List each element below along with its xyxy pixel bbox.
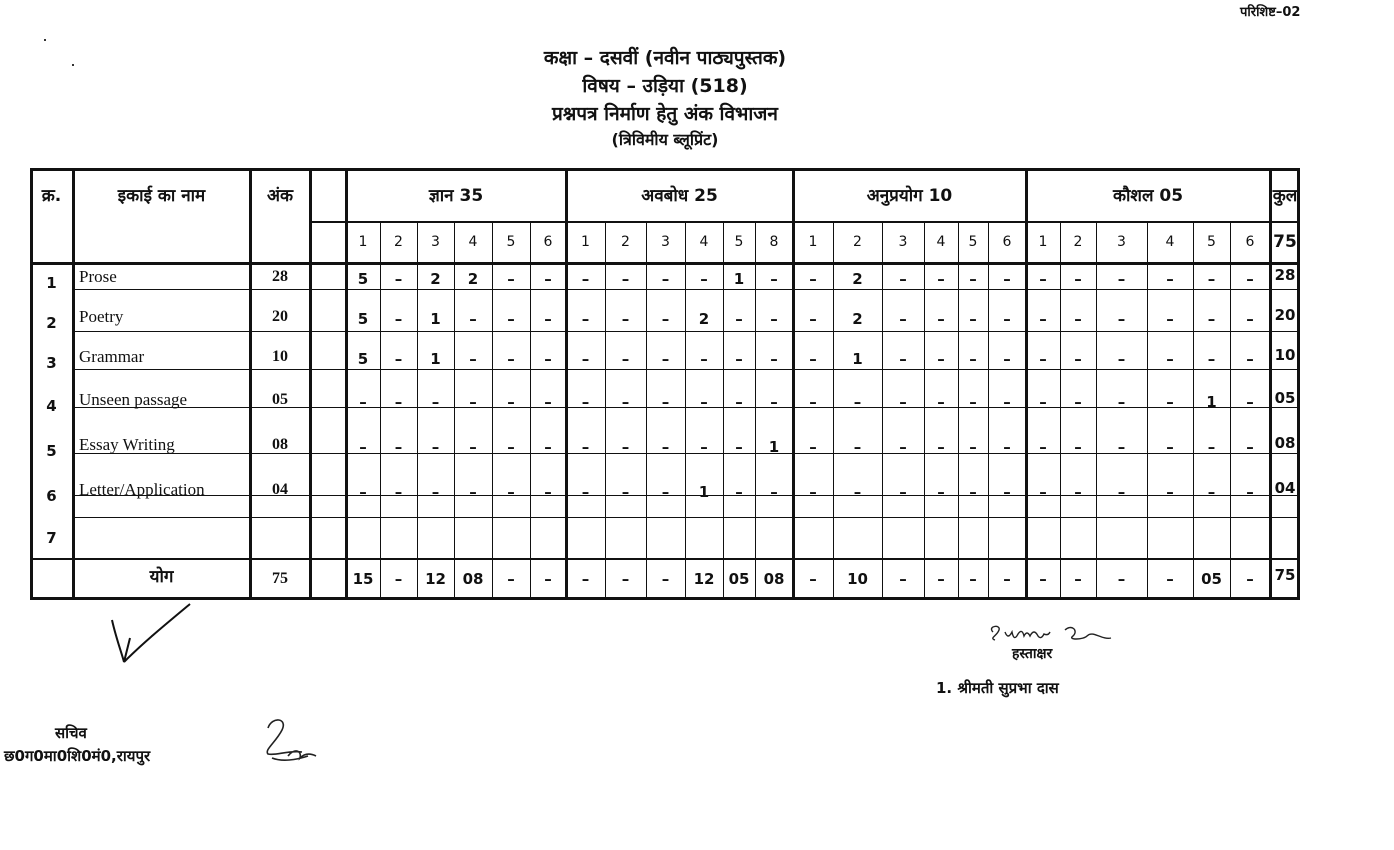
row-cell xyxy=(646,514,685,554)
row-cell: – xyxy=(1246,482,1254,501)
row-cell: – xyxy=(1207,437,1216,456)
header-subcolumn: 4 xyxy=(699,234,709,250)
row-cell xyxy=(1026,514,1060,554)
row-unit-name xyxy=(79,512,248,552)
sum-cell: 08 xyxy=(763,570,785,588)
row-cell: – xyxy=(1039,270,1047,288)
row-cell: – xyxy=(1117,270,1126,288)
row-cell: – xyxy=(969,437,977,456)
heading-purpose-line: प्रश्नपत्र निर्माण हेतु अंक विभाजन xyxy=(552,103,778,125)
row-cell: – xyxy=(700,350,708,368)
row-cell: – xyxy=(469,482,477,501)
row-cell: – xyxy=(581,482,590,501)
row-cell: – xyxy=(394,270,403,288)
row-cell: – xyxy=(853,482,862,501)
row-unit-name: Essay Writing xyxy=(79,434,175,454)
row-cell: – xyxy=(581,437,590,456)
sum-cell: 15 xyxy=(352,570,374,588)
row-cell: – xyxy=(899,310,907,328)
row-cell: – xyxy=(899,437,907,456)
row-cell: – xyxy=(1166,437,1174,456)
row-cell: – xyxy=(544,482,552,501)
row-cell: – xyxy=(544,310,552,328)
sum-cell: – xyxy=(809,570,817,588)
sum-total: 75 xyxy=(1274,566,1296,584)
appendix-label: परिशिष्ट–02 xyxy=(1240,5,1301,20)
row-total: 20 xyxy=(1274,306,1296,324)
row-cell: – xyxy=(1166,270,1174,288)
row-cell xyxy=(988,514,1026,554)
header-subcolumn: 3 xyxy=(661,234,670,250)
row-cell: – xyxy=(1246,350,1254,368)
row-cell: 5 xyxy=(357,270,369,288)
sum-cell: – xyxy=(1117,570,1126,588)
sum-cell: 08 xyxy=(462,570,484,588)
row-cell xyxy=(566,514,605,554)
row-cell: – xyxy=(431,437,440,456)
sum-cell: – xyxy=(937,570,945,588)
row-unit-name: Letter/Application xyxy=(79,479,205,499)
sum-cell: – xyxy=(661,570,670,588)
row-cell: – xyxy=(770,392,778,411)
sum-cell: – xyxy=(581,570,590,588)
row-cell: – xyxy=(621,482,630,501)
row-cell: – xyxy=(507,310,515,328)
row-cell: – xyxy=(853,392,862,411)
row-cell: – xyxy=(969,482,977,501)
header-group-2: अवबोध 25 xyxy=(641,185,718,206)
sum-cell: – xyxy=(394,570,403,588)
row-cell: – xyxy=(735,310,743,328)
sum-cell: 05 xyxy=(1201,570,1222,588)
board-name: छ0ग0मा0शि0मं0,रायपुर xyxy=(4,747,151,765)
row-cell xyxy=(492,514,530,554)
row-cell: – xyxy=(621,437,630,456)
header-marks: अंक xyxy=(266,185,294,206)
row-cell: – xyxy=(359,482,367,501)
row-serial: 3 xyxy=(46,354,57,372)
row-cell: – xyxy=(1039,482,1047,501)
row-cell: 1 xyxy=(768,437,780,456)
sum-cell: – xyxy=(1074,570,1082,588)
document-heading xyxy=(400,44,930,152)
sum-cell: 10 xyxy=(847,570,868,588)
row-cell: 1 xyxy=(733,270,745,288)
row-total xyxy=(1270,510,1300,550)
row-cell: – xyxy=(1207,350,1216,368)
row-cell: – xyxy=(661,392,670,411)
header-subcolumn: 1 xyxy=(581,234,590,250)
row-cell: – xyxy=(770,350,778,368)
row-cell: – xyxy=(809,392,817,411)
row-unit-name: Grammar xyxy=(79,347,145,366)
row-cell xyxy=(755,514,793,554)
row-cell: – xyxy=(661,437,670,456)
row-marks xyxy=(250,512,310,552)
row-cell: – xyxy=(969,392,977,411)
row-cell: – xyxy=(621,270,630,288)
row-cell: – xyxy=(544,270,552,288)
row-cell: – xyxy=(899,350,907,368)
header-subcolumn: 5 xyxy=(968,234,978,250)
row-cell: – xyxy=(1117,310,1126,328)
sum-cell: – xyxy=(1166,570,1174,588)
row-cell: – xyxy=(770,310,778,328)
header-subcolumn: 1 xyxy=(358,234,368,250)
row-cell: – xyxy=(1246,270,1254,288)
row-cell xyxy=(1096,514,1147,554)
row-cell: – xyxy=(507,270,515,288)
row-total: 28 xyxy=(1274,266,1296,284)
row-cell: – xyxy=(1246,437,1254,456)
row-cell xyxy=(882,514,924,554)
header-subcolumn: 3 xyxy=(1117,234,1126,250)
row-cell: 1 xyxy=(852,350,863,368)
row-total: 05 xyxy=(1274,388,1296,407)
row-cell: – xyxy=(394,437,403,456)
row-cell: – xyxy=(581,310,590,328)
row-cell xyxy=(454,514,492,554)
row-cell xyxy=(1060,514,1096,554)
scan-speck xyxy=(72,64,74,66)
row-cell: – xyxy=(937,392,945,411)
row-cell: – xyxy=(1003,437,1011,456)
header-subcolumn: 6 xyxy=(1002,234,1012,250)
row-cell: – xyxy=(1207,310,1216,328)
header-subcolumn: 6 xyxy=(543,234,553,250)
row-cell: – xyxy=(544,437,552,456)
heading-blueprint-line: (त्रिविमीय ब्लूप्रिंट) xyxy=(611,130,719,149)
row-cell xyxy=(1147,514,1193,554)
row-cell: 2 xyxy=(852,270,863,288)
signer-name: 1. श्रीमती सुप्रभा दास xyxy=(936,679,1059,697)
row-cell: – xyxy=(661,350,670,368)
row-cell xyxy=(1193,514,1230,554)
row-cell: – xyxy=(394,482,403,501)
row-cell xyxy=(346,514,380,554)
row-cell xyxy=(924,514,958,554)
row-unit-name: Prose xyxy=(79,267,117,286)
row-cell: – xyxy=(1003,350,1011,368)
signature-label: हस्ताक्षर xyxy=(1012,646,1053,662)
row-cell: – xyxy=(581,270,590,288)
row-cell: – xyxy=(735,482,743,501)
sum-cell: – xyxy=(899,570,907,588)
header-subcolumn: 4 xyxy=(936,234,946,250)
row-cell: – xyxy=(507,482,515,501)
row-cell: – xyxy=(359,392,367,411)
row-cell: – xyxy=(431,482,440,501)
scan-speck xyxy=(44,39,46,41)
row-cell xyxy=(1230,514,1270,554)
row-cell: – xyxy=(1246,392,1254,411)
row-cell: 2 xyxy=(698,310,710,328)
row-cell: – xyxy=(1166,482,1174,501)
row-cell xyxy=(723,514,755,554)
row-cell: – xyxy=(899,482,907,501)
row-cell: 1 xyxy=(430,350,441,368)
row-cell: – xyxy=(809,270,817,288)
signature-scribble xyxy=(985,620,1125,652)
row-cell: – xyxy=(1074,437,1082,456)
row-cell: – xyxy=(1003,270,1011,288)
header-subcolumn: 1 xyxy=(808,234,818,250)
row-cell: 2 xyxy=(430,270,441,288)
header-subcolumn: 6 xyxy=(1245,234,1255,250)
grid-line xyxy=(30,168,1300,171)
heading-subject-line: विषय – उड़िया (518) xyxy=(582,75,748,97)
row-cell: – xyxy=(1003,482,1011,501)
row-cell: – xyxy=(394,310,403,328)
row-marks: 04 xyxy=(272,480,288,498)
sum-label: योग xyxy=(149,566,174,587)
row-cell: – xyxy=(1074,392,1082,411)
row-cell: – xyxy=(809,482,817,501)
row-total: 04 xyxy=(1274,478,1296,497)
row-cell: – xyxy=(507,350,515,368)
row-cell: – xyxy=(661,310,670,328)
sum-cell: – xyxy=(1003,570,1011,588)
row-cell: – xyxy=(581,392,590,411)
row-cell: – xyxy=(1166,310,1174,328)
row-serial: 5 xyxy=(46,441,57,460)
row-cell: – xyxy=(544,392,552,411)
header-total-marks: 75 xyxy=(1273,232,1297,252)
row-cell: – xyxy=(621,392,630,411)
row-cell: – xyxy=(937,350,945,368)
row-cell xyxy=(793,514,833,554)
header-total: कुल xyxy=(1272,185,1298,206)
row-serial: 6 xyxy=(46,486,57,505)
row-cell: – xyxy=(1074,482,1082,501)
row-cell: – xyxy=(937,310,945,328)
row-total: 10 xyxy=(1274,346,1296,364)
row-cell: 1 xyxy=(698,482,710,501)
row-cell xyxy=(417,514,454,554)
row-serial: 4 xyxy=(46,396,57,415)
row-cell: – xyxy=(1207,270,1216,288)
header-subcolumn: 4 xyxy=(468,234,478,250)
row-cell: – xyxy=(700,437,708,456)
header-subcolumn: 3 xyxy=(431,234,440,250)
row-cell: – xyxy=(661,482,670,501)
row-cell: – xyxy=(1003,310,1011,328)
row-cell: – xyxy=(507,392,515,411)
designation-secretary: सचिव xyxy=(55,724,87,742)
header-group-3: अनुप्रयोग 10 xyxy=(866,185,953,206)
header-unit-name: इकाई का नाम xyxy=(117,185,206,206)
row-cell: 5 xyxy=(357,310,369,328)
header-subcolumn: 2 xyxy=(394,234,403,250)
row-cell: – xyxy=(735,437,743,456)
row-cell: – xyxy=(621,310,630,328)
row-cell: – xyxy=(661,270,670,288)
header-subcolumn: 4 xyxy=(1165,234,1175,250)
row-cell: – xyxy=(937,270,945,288)
row-cell: – xyxy=(469,437,477,456)
row-marks: 08 xyxy=(272,435,288,453)
sum-cell: 12 xyxy=(425,570,446,588)
row-cell xyxy=(530,514,566,554)
row-cell: – xyxy=(899,270,907,288)
row-cell: – xyxy=(1074,270,1082,288)
sum-cell: 05 xyxy=(728,570,750,588)
header-subcolumn: 5 xyxy=(734,234,744,250)
row-cell: – xyxy=(770,482,778,501)
row-cell: 2 xyxy=(467,270,479,288)
row-cell: – xyxy=(394,350,403,368)
sum-cell: 12 xyxy=(693,570,715,588)
row-serial: 7 xyxy=(46,529,57,547)
row-cell: – xyxy=(700,392,708,411)
row-cell: – xyxy=(809,350,817,368)
row-cell: – xyxy=(969,350,977,368)
sum-cell: – xyxy=(544,570,552,588)
row-cell xyxy=(380,514,417,554)
row-cell: – xyxy=(1117,392,1126,411)
row-unit-name: Poetry xyxy=(79,307,124,326)
row-cell: – xyxy=(969,270,977,288)
row-cell: – xyxy=(1117,350,1126,368)
row-cell: 1 xyxy=(1206,392,1217,411)
row-cell: – xyxy=(359,437,367,456)
row-cell xyxy=(958,514,988,554)
row-cell: 2 xyxy=(852,310,863,328)
row-serial: 2 xyxy=(46,314,57,332)
header-subcolumn: 8 xyxy=(769,234,779,250)
sum-cell: – xyxy=(621,570,630,588)
row-cell: – xyxy=(1039,310,1047,328)
row-cell: – xyxy=(1166,392,1174,411)
row-cell: – xyxy=(469,350,477,368)
row-cell: – xyxy=(1003,392,1011,411)
row-unit-name: Unseen passage xyxy=(79,389,188,409)
row-cell: – xyxy=(899,392,907,411)
row-cell: – xyxy=(809,437,817,456)
sum-cell: – xyxy=(507,570,515,588)
row-cell: – xyxy=(937,482,945,501)
row-marks: 28 xyxy=(272,268,288,285)
row-cell: – xyxy=(469,310,477,328)
header-group-1: ज्ञान 35 xyxy=(428,185,484,206)
row-marks: 20 xyxy=(272,308,288,325)
row-cell: – xyxy=(507,437,515,456)
row-cell: – xyxy=(1074,310,1082,328)
row-cell: – xyxy=(1039,350,1047,368)
row-cell: – xyxy=(1039,437,1047,456)
row-marks: 05 xyxy=(272,390,288,408)
sum-cell: – xyxy=(969,570,977,588)
row-cell: – xyxy=(394,392,403,411)
row-total: 08 xyxy=(1274,433,1296,452)
row-cell: 1 xyxy=(430,310,441,328)
row-cell: – xyxy=(469,392,477,411)
blueprint-table xyxy=(30,168,1300,600)
row-serial: 1 xyxy=(46,274,57,292)
row-cell: – xyxy=(1039,392,1047,411)
sum-cell: – xyxy=(1246,570,1254,588)
row-cell: – xyxy=(1074,350,1082,368)
header-subcolumn: 5 xyxy=(506,234,516,250)
header-subcolumn: 1 xyxy=(1038,234,1048,250)
row-marks: 10 xyxy=(272,348,288,365)
row-cell: – xyxy=(1207,482,1216,501)
row-cell xyxy=(605,514,646,554)
row-cell: – xyxy=(969,310,977,328)
row-cell: – xyxy=(735,350,743,368)
row-cell: – xyxy=(809,310,817,328)
tick-mark-scribble xyxy=(100,598,200,668)
sum-marks: 75 xyxy=(272,570,288,587)
header-group-4: कौशल 05 xyxy=(1112,185,1184,206)
header-subcolumn: 5 xyxy=(1207,234,1216,250)
row-cell: – xyxy=(1166,350,1174,368)
row-cell: – xyxy=(700,270,708,288)
row-cell: – xyxy=(544,350,552,368)
heading-class-line: कक्षा – दसवीं (नवीन पाठ्यपुस्तक) xyxy=(543,47,787,69)
row-cell: – xyxy=(431,392,440,411)
row-cell: – xyxy=(770,270,778,288)
row-cell: – xyxy=(621,350,630,368)
row-cell: – xyxy=(937,437,945,456)
row-cell: – xyxy=(1117,437,1126,456)
row-cell: – xyxy=(1117,482,1126,501)
header-subcolumn: 2 xyxy=(853,234,862,250)
header-subcolumn: 3 xyxy=(898,234,908,250)
header-subcolumn: 2 xyxy=(621,234,630,250)
row-cell: 5 xyxy=(357,350,369,368)
row-cell: – xyxy=(581,350,590,368)
row-cell: – xyxy=(853,437,862,456)
row-cell: – xyxy=(1246,310,1254,328)
header-serial: क्र. xyxy=(41,185,62,206)
header-subcolumn: 2 xyxy=(1073,234,1083,250)
sum-cell: – xyxy=(1039,570,1047,588)
secretary-signature xyxy=(258,714,328,766)
row-cell xyxy=(833,514,882,554)
row-cell xyxy=(685,514,723,554)
row-cell: – xyxy=(735,392,743,411)
